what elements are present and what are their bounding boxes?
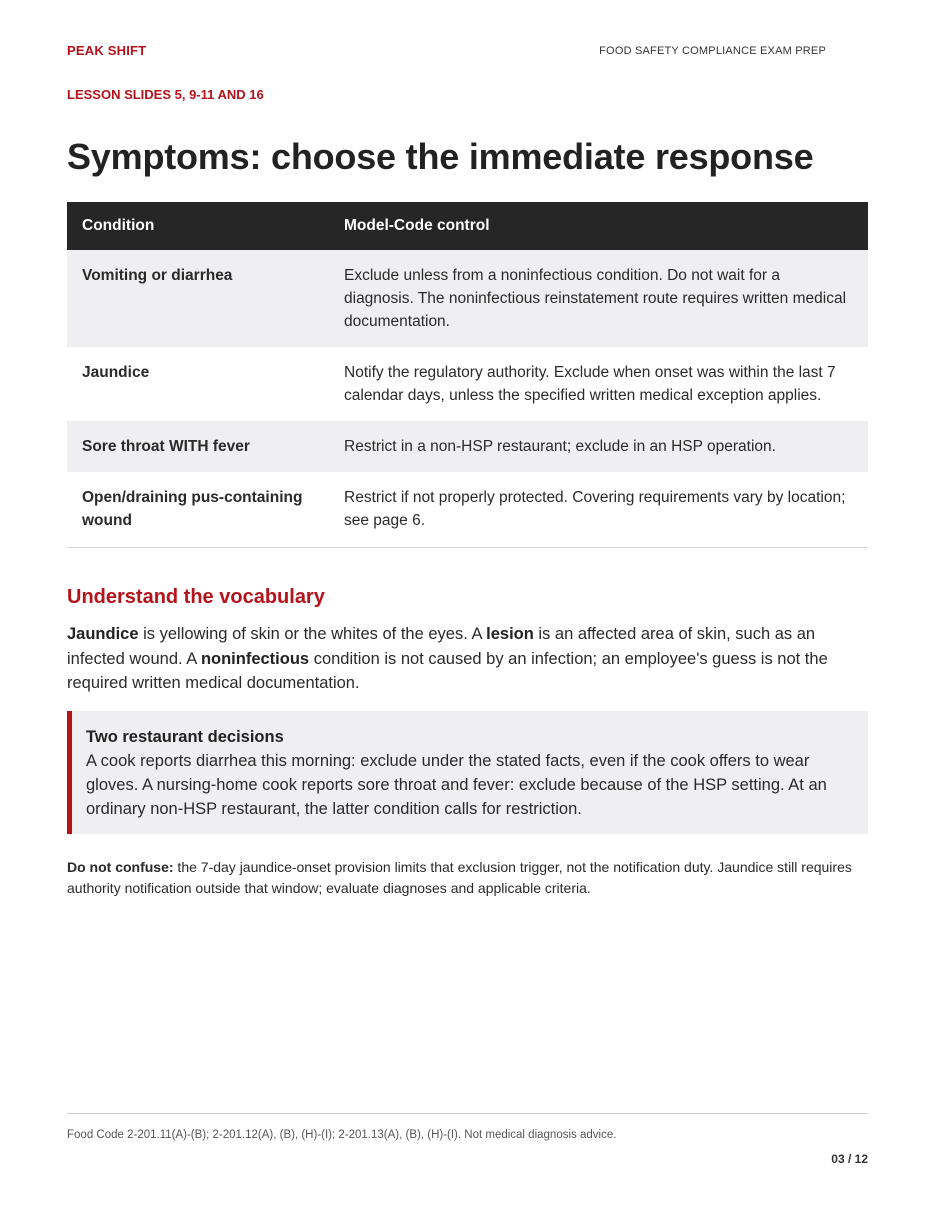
control-cell: Restrict in a non-HSP restaurant; exclude in an HSP operation. (329, 421, 868, 472)
table-row (67, 472, 868, 548)
control-cell: Notify the regulatory authority. Exclude when onset was within the last 7 calendar days, unless the specified written medical exception applies. (344, 364, 836, 404)
column-header-control: Model-Code control (329, 202, 868, 250)
page-title: Symptoms: choose the immediate response (67, 136, 814, 177)
note-text: the 7-day jaundice-onset provision limits that exclusion trigger, not the notification duty. Jaundice still requires authority notification outside that window; evaluate diagnoses and applicable criteria. (67, 859, 852, 896)
table-header-row (67, 202, 868, 250)
term-jaundice: Jaundice (67, 625, 139, 643)
table-row (67, 250, 868, 347)
callout-title: Two restaurant decisions (86, 728, 284, 746)
footer-divider (67, 1113, 868, 1114)
page-header (67, 43, 868, 59)
table-row (67, 421, 868, 472)
condition-cell: Open/draining pus-containing wound (67, 472, 329, 548)
decision-callout (67, 711, 868, 834)
brand-name: PEAK SHIFT (67, 43, 147, 58)
term-noninfectious: noninfectious (200, 649, 310, 668)
term-lesion: lesion (486, 625, 534, 643)
condition-cell: Vomiting or diarrhea (67, 250, 329, 347)
vocab-text: is an affected area of skin, such as an infected wound. A (67, 625, 816, 668)
lesson-kicker: LESSON SLIDES 5, 9-11 AND 16 (67, 87, 264, 102)
vocabulary-heading: Understand the vocabulary (67, 586, 325, 608)
table-row (67, 347, 868, 421)
vocabulary-paragraph (67, 622, 868, 696)
vocab-text: is yellowing of skin or the whites of the eyes. A (138, 625, 487, 643)
document-kind: FOOD SAFETY COMPLIANCE EXAM PREP (599, 45, 826, 57)
do-not-confuse-note (67, 857, 868, 899)
symptoms-table (67, 202, 868, 548)
callout-body: A cook reports diarrhea this morning: exclude under the stated facts, even if the cook offers to wear gloves. A nursing-home cook reports sore throat and fever: exclude because of the HSP setting. At an ordinary non-HSP restaurant, the latter condition calls for restriction. (86, 752, 827, 818)
page-number: 03 / 12 (831, 1152, 868, 1166)
footnote: Food Code 2-201.11(A)-(B); 2-201.12(A), (B), (H)-(I); 2-201.13(A), (B), (H)-(I). Not medical diagnosis advice. (67, 1129, 617, 1141)
column-header-condition: Condition (67, 202, 329, 250)
control-cell: Exclude unless from a noninfectious condition. Do not wait for a diagnosis. The noninfectious reinstatement route requires written medical documentation. (329, 250, 868, 347)
condition-cell: Sore throat WITH fever (67, 421, 329, 472)
control-cell: Restrict if not properly protected. Covering requirements vary by location; see page 6. (329, 472, 868, 548)
note-label: Do not confuse: (67, 859, 174, 875)
vocab-text: condition is not caused by an infection; an employee's guess is not the required written medical documentation. (67, 649, 828, 692)
condition-cell: Jaundice (82, 364, 150, 381)
